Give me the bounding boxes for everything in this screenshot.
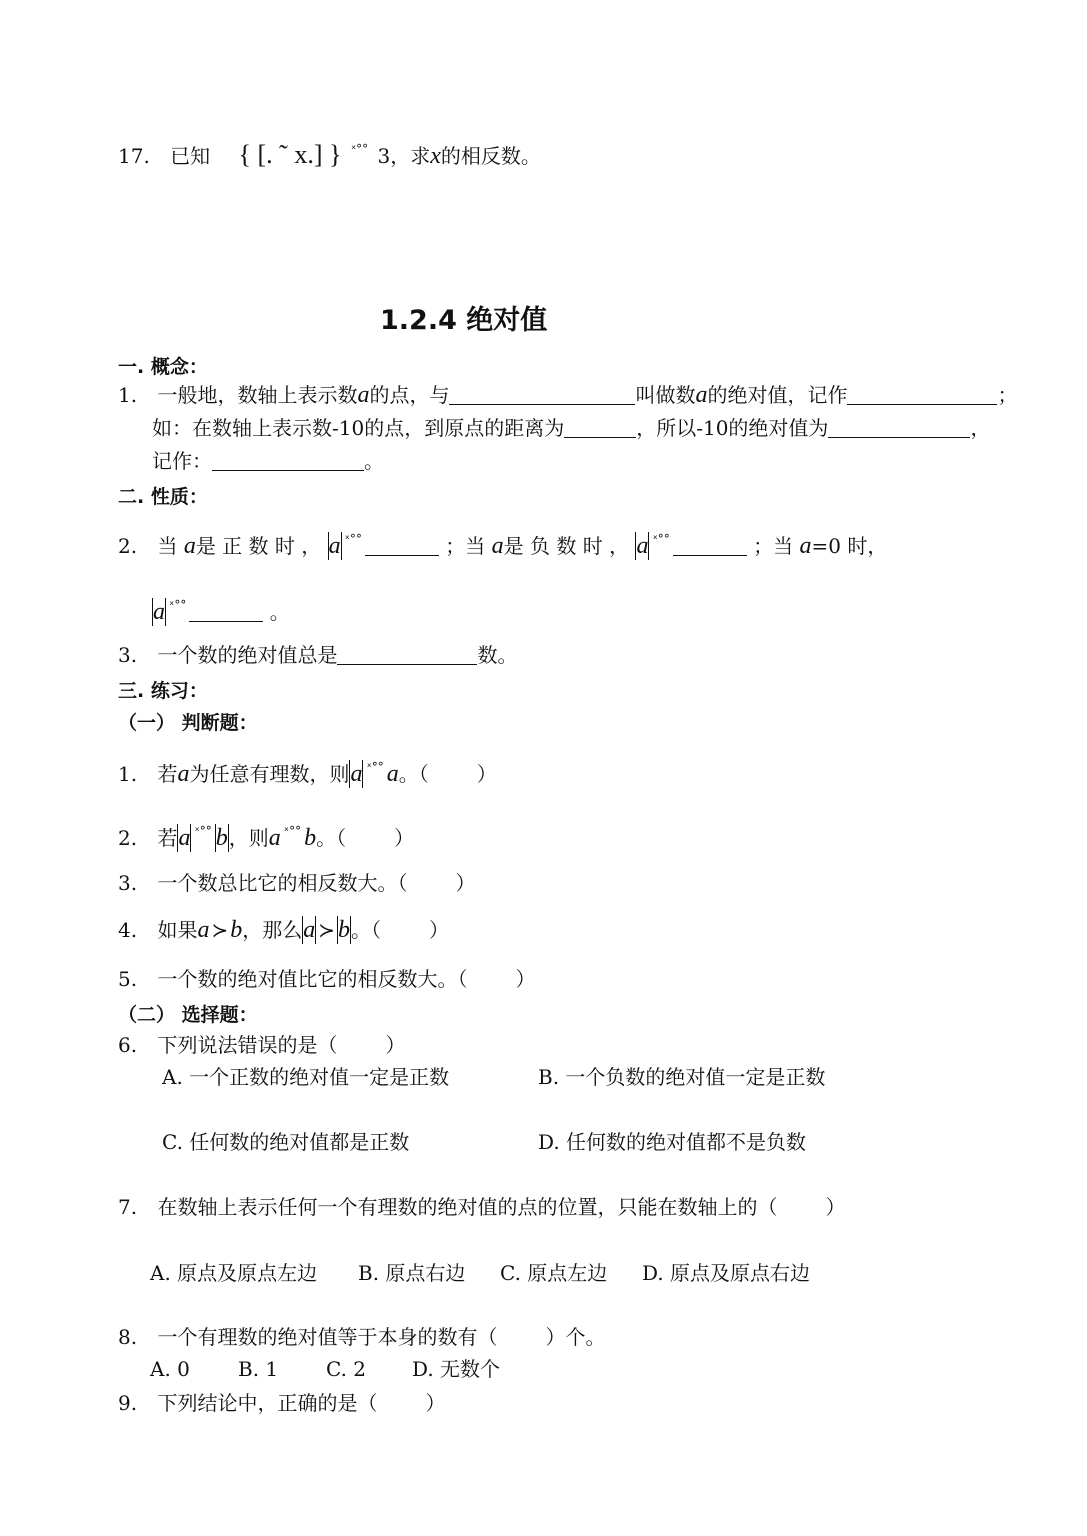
choice-6-option-b[interactable]: B. 一个负数的绝对值一定是正数: [538, 1065, 826, 1089]
text: 下列说法错误的是（: [157, 1033, 338, 1057]
concept-1-line-2: [152, 415, 990, 441]
text: 在数轴上表示任何一个有理数的绝对值的点的位置，只能在数轴上的（: [157, 1195, 778, 1219]
item-number: 3.: [118, 643, 138, 667]
question-text: 的相反数。: [440, 144, 541, 168]
text: ，所以-10的绝对值为: [636, 416, 829, 440]
equals-glyph: ˣ°°: [194, 824, 212, 838]
variable-a: a: [177, 761, 190, 787]
abs-bar: [341, 532, 342, 560]
choice-7-option-d[interactable]: D. 原点及原点右边: [642, 1261, 811, 1285]
text: 若: [157, 762, 178, 786]
variable-a: a: [197, 917, 210, 943]
formula-image: { [. ˜ x.] }: [238, 140, 342, 169]
section-title: 1.2.4 绝对值: [380, 305, 548, 336]
question-text: ，求: [390, 144, 431, 168]
item-number: 2.: [118, 534, 138, 558]
text: ；当: [753, 534, 794, 558]
variable-b: b: [215, 825, 228, 851]
text: 一个数总比它的相反数大。（: [157, 871, 408, 895]
question-text: 已知: [170, 144, 211, 168]
judge-3: [118, 870, 475, 896]
abs-bar: [165, 598, 166, 626]
choice-7-option-b[interactable]: B. 原点右边: [358, 1261, 466, 1285]
item-number: 1.: [118, 383, 138, 407]
equals-glyph: ˣ°°: [344, 532, 362, 546]
variable-a: a: [386, 761, 399, 787]
variable-b: b: [337, 917, 350, 943]
greater-than-glyph: ≻: [318, 918, 335, 942]
text: 如果: [157, 918, 198, 942]
equals-glyph: ˣ°°: [169, 598, 187, 612]
text: ，则: [228, 826, 269, 850]
variable-a: a: [303, 917, 316, 943]
text: 是 负 数 时 ，: [503, 534, 630, 558]
variable-a: a: [695, 382, 708, 408]
judge-5: [118, 966, 535, 992]
text: 一般地，数轴上表示数: [157, 383, 358, 407]
property-2-line-1: [118, 526, 887, 560]
variable-a: a: [328, 533, 341, 559]
text: =0 时，: [811, 534, 888, 558]
answer-blank[interactable]: [847, 386, 997, 405]
text: ；: [997, 383, 1018, 407]
subsection-header-choice: （二） 选择题：: [118, 1004, 258, 1026]
variable-a: a: [178, 825, 191, 851]
choice-7: [118, 1194, 845, 1220]
answer-blank[interactable]: [365, 537, 439, 556]
subsection-header-judge: （一） 判断题：: [118, 712, 258, 734]
answer-blank[interactable]: [673, 537, 747, 556]
text: ，那么: [242, 918, 303, 942]
text: 一个有理数的绝对值等于本身的数有（: [157, 1325, 498, 1349]
text: 。: [269, 600, 290, 624]
variable-a: a: [357, 382, 370, 408]
item-number: 4.: [118, 918, 138, 942]
variable-a: a: [799, 533, 812, 559]
abs-bar: [315, 916, 316, 944]
text: 是 正 数 时 ，: [195, 534, 322, 558]
abs-bar: [648, 532, 649, 560]
variable-a: a: [491, 533, 504, 559]
text: ；当: [445, 534, 486, 558]
answer-blank[interactable]: [212, 452, 364, 471]
equals-glyph: ˣ°°: [366, 760, 384, 774]
text: 若: [157, 826, 178, 850]
section-header-exercise: 三. 练习：: [118, 680, 208, 702]
choice-9: [118, 1390, 445, 1416]
equals-glyph: ˣ°°: [283, 824, 302, 838]
judge-4: [118, 916, 449, 944]
choice-7-option-c[interactable]: C. 原点左边: [500, 1261, 608, 1285]
text: 。（: [316, 826, 347, 850]
item-number: 8.: [118, 1325, 138, 1349]
item-number: 9.: [118, 1391, 138, 1415]
greater-than-glyph: ≻: [211, 918, 229, 942]
answer-blank[interactable]: [449, 386, 635, 405]
text: ，: [970, 416, 991, 440]
variable-b: b: [304, 825, 317, 851]
question-number: 17.: [118, 144, 150, 168]
choice-6-option-d[interactable]: D. 任何数的绝对值都不是负数: [538, 1130, 807, 1154]
text: ）: [455, 871, 476, 895]
item-number: 1.: [118, 762, 138, 786]
choice-8-option-d[interactable]: D. 无数个: [412, 1357, 501, 1381]
property-2-line-2: [152, 592, 290, 626]
answer-blank[interactable]: [189, 603, 263, 622]
answer-blank[interactable]: [564, 419, 636, 438]
choice-6-option-c[interactable]: C. 任何数的绝对值都是正数: [162, 1130, 410, 1154]
choice-6-option-a[interactable]: A. 一个正数的绝对值一定是正数: [162, 1065, 450, 1089]
judge-1: [118, 754, 497, 788]
item-number: 2.: [118, 826, 138, 850]
answer-blank[interactable]: [337, 646, 477, 665]
equals-glyph: ˣ°°: [652, 532, 670, 546]
text: 下列结论中，正确的是（: [157, 1391, 378, 1415]
text: ）: [394, 826, 415, 850]
variable-a: a: [183, 533, 196, 559]
text: ）: [428, 918, 449, 942]
text: ）: [825, 1195, 846, 1219]
item-number: 3.: [118, 871, 138, 895]
variable-x: x: [430, 143, 441, 169]
variable-b: b: [230, 917, 243, 943]
judge-2: [118, 818, 414, 852]
choice-8-option-b[interactable]: B. 1: [238, 1357, 279, 1381]
item-number: 5.: [118, 967, 138, 991]
text: ）: [385, 1033, 406, 1057]
variable-a: a: [636, 533, 649, 559]
choice-8: [118, 1324, 605, 1350]
choice-7-option-a[interactable]: A. 原点及原点左边: [150, 1261, 318, 1285]
variable-a: a: [268, 825, 281, 851]
answer-blank[interactable]: [828, 419, 970, 438]
choice-8-option-a[interactable]: A. 0: [150, 1357, 190, 1381]
text: ）: [476, 762, 497, 786]
equals-glyph: ˣ°°: [350, 142, 369, 156]
value-text: 3: [377, 144, 391, 168]
text: 如：在数轴上表示数-10的点，到原点的距离为: [152, 416, 565, 440]
text: ）个。: [545, 1325, 606, 1349]
text: 记作：: [152, 449, 212, 473]
text: 。（: [350, 918, 381, 942]
section-header-property: 二. 性质：: [118, 486, 208, 508]
item-number: 7.: [118, 1195, 138, 1219]
text: ）: [515, 967, 536, 991]
choice-8-option-c[interactable]: C. 2: [326, 1357, 367, 1381]
text: 当: [157, 534, 178, 558]
variable-a: a: [153, 599, 165, 625]
text: 的绝对值，记作: [707, 383, 848, 407]
text: 数。: [477, 643, 518, 667]
text: ）: [425, 1391, 446, 1415]
abs-bar: [362, 760, 363, 788]
choice-6: [118, 1032, 405, 1058]
question-17: [118, 136, 541, 169]
text: 一个数的绝对值总是: [157, 643, 338, 667]
item-number: 6.: [118, 1033, 138, 1057]
text: 叫做数: [635, 383, 696, 407]
variable-a: a: [350, 761, 363, 787]
text: 。: [364, 449, 384, 473]
text: 的点，与: [369, 383, 450, 407]
concept-1-line-1: [118, 382, 1017, 408]
section-header-concept: 一. 概念：: [118, 356, 208, 378]
text: 一个数的绝对值比它的相反数大。（: [157, 967, 468, 991]
property-3: [118, 642, 517, 668]
abs-bar: [190, 824, 191, 852]
text: 为任意有理数，则: [189, 762, 350, 786]
concept-1-line-3: [152, 448, 384, 474]
text: 。（: [398, 762, 429, 786]
